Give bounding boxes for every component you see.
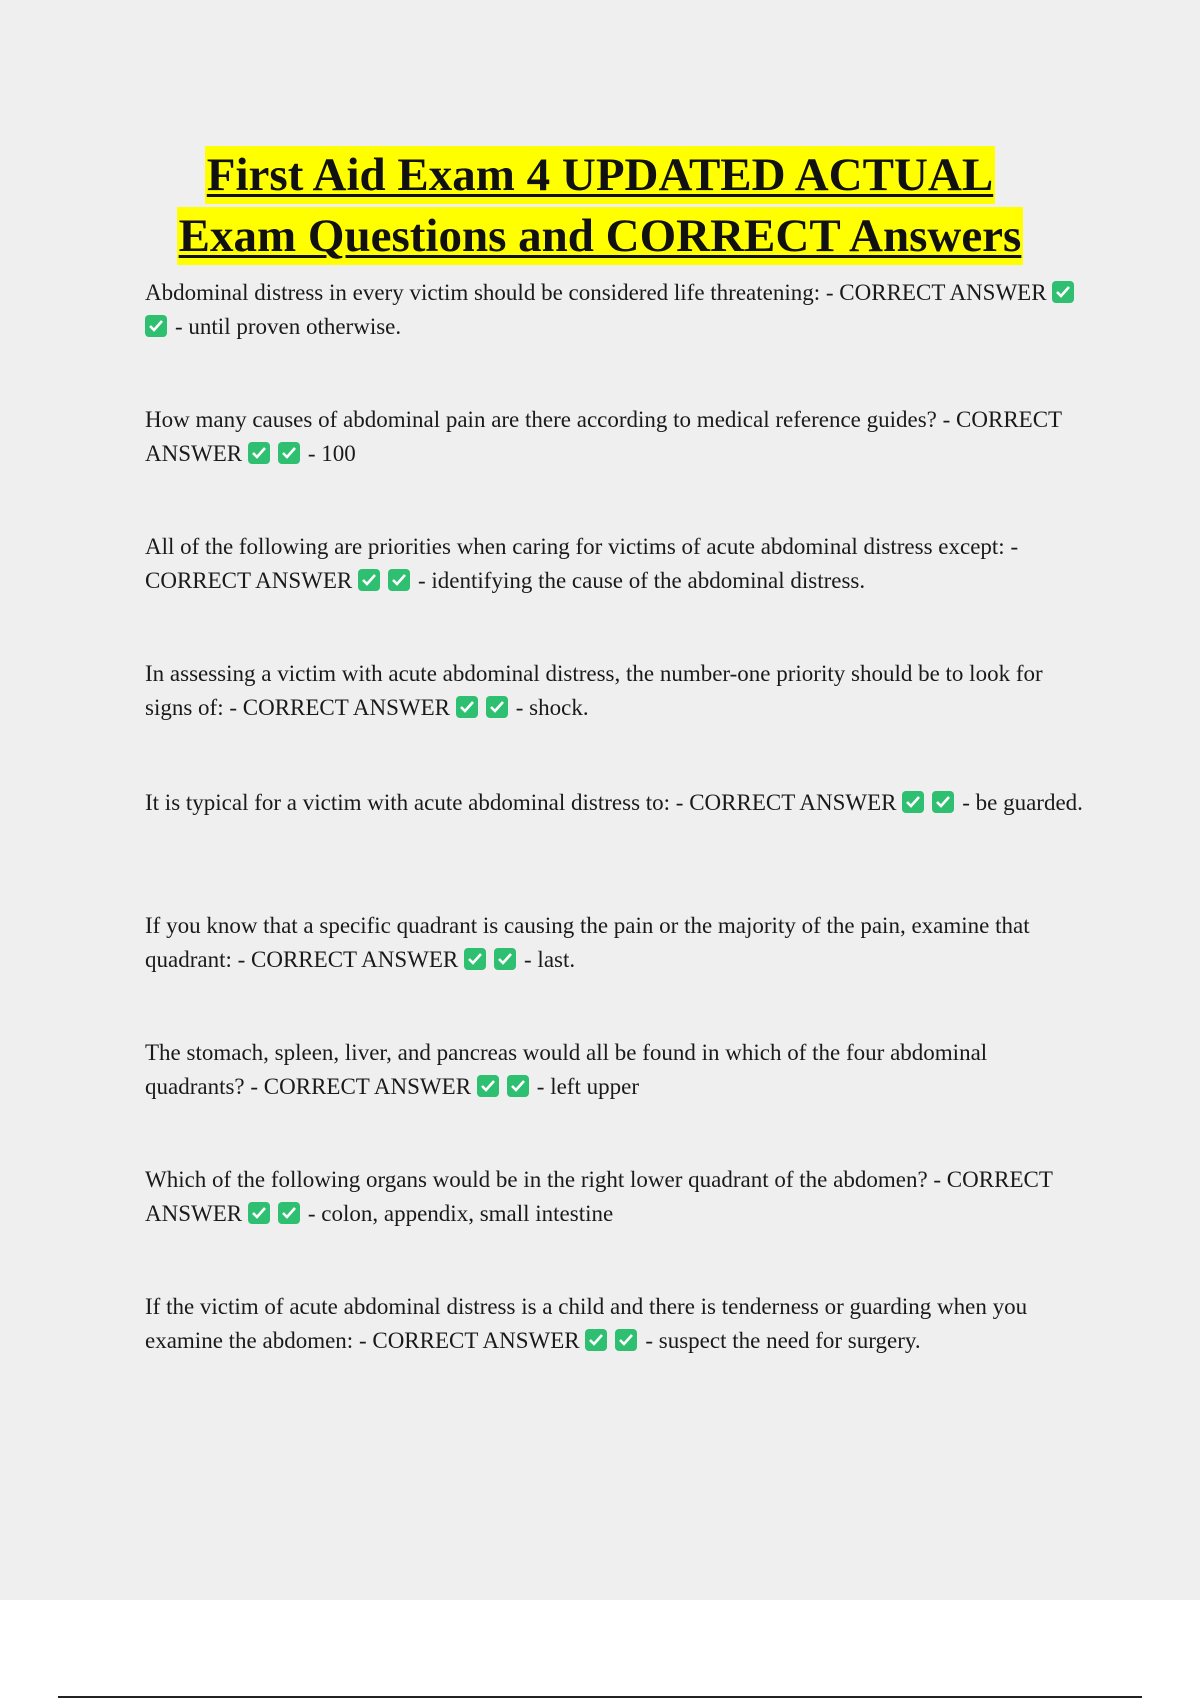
document-title xyxy=(0,146,1200,268)
answer-text: - be guarded. xyxy=(962,790,1083,815)
question-text: It is typical for a victim with acute abdominal distress to: - CORRECT ANSWER xyxy=(145,790,897,815)
check-mark-icon xyxy=(1052,281,1074,303)
question-text: Abdominal distress in every victim should be considered life threatening: - CORRECT ANSWER xyxy=(145,280,1047,305)
question-text: How many causes of abdominal pain are there according to medical reference guides? - CORRECT ANSWER xyxy=(145,407,1062,466)
answer-text: - colon, appendix, small intestine xyxy=(307,1201,614,1226)
qa-item xyxy=(145,403,1085,471)
answer-text: - last. xyxy=(524,947,576,972)
qa-item xyxy=(145,1036,1085,1104)
title-line-1: First Aid Exam 4 UPDATED ACTUAL xyxy=(205,146,995,204)
answer-text: - until proven otherwise. xyxy=(175,314,402,339)
question-text: In assessing a victim with acute abdominal distress, the number-one priority should be to look for signs of: - CORRECT ANSWER xyxy=(145,661,1043,720)
check-mark-icon xyxy=(902,791,924,813)
check-mark-icon xyxy=(464,948,486,970)
check-mark-icon xyxy=(585,1329,607,1351)
qa-item xyxy=(145,530,1085,598)
answer-text: - shock. xyxy=(515,695,589,720)
footer-rule xyxy=(58,1696,1142,1698)
qa-item xyxy=(145,1290,1085,1358)
question-text: If the victim of acute abdominal distress is a child and there is tenderness or guarding when you examine the abdomen: - CORRECT ANSWER xyxy=(145,1294,1028,1353)
check-mark-icon xyxy=(486,696,508,718)
check-mark-icon xyxy=(278,1202,300,1224)
check-mark-icon xyxy=(494,948,516,970)
question-text: Which of the following organs would be in the right lower quadrant of the abdomen? - CORRECT ANSWER xyxy=(145,1167,1053,1226)
check-mark-icon xyxy=(248,442,270,464)
qa-item xyxy=(145,276,1085,344)
answer-text: - 100 xyxy=(307,441,356,466)
check-mark-icon xyxy=(615,1329,637,1351)
question-text: The stomach, spleen, liver, and pancreas would all be found in which of the four abdominal quadrants? - CORRECT ANSWER xyxy=(145,1040,988,1099)
check-mark-icon xyxy=(248,1202,270,1224)
check-mark-icon xyxy=(358,569,380,591)
check-mark-icon xyxy=(456,696,478,718)
qa-item xyxy=(145,909,1085,977)
check-mark-icon xyxy=(477,1075,499,1097)
check-mark-icon xyxy=(388,569,410,591)
answer-text: - left upper xyxy=(536,1074,639,1099)
answer-text: - suspect the need for surgery. xyxy=(645,1328,921,1353)
answer-text: - identifying the cause of the abdominal distress. xyxy=(418,568,866,593)
title-line-2: Exam Questions and CORRECT Answers xyxy=(177,207,1024,265)
qa-item xyxy=(145,786,1085,820)
check-mark-icon xyxy=(507,1075,529,1097)
qa-item xyxy=(145,1163,1085,1231)
qa-item xyxy=(145,657,1085,725)
question-text: If you know that a specific quadrant is causing the pain or the majority of the pain, examine that quadrant: - CORRECT ANSWER xyxy=(145,913,1030,972)
check-mark-icon xyxy=(145,315,167,337)
check-mark-icon xyxy=(278,442,300,464)
check-mark-icon xyxy=(932,791,954,813)
question-text: All of the following are priorities when caring for victims of acute abdominal distress except: - CORRECT ANSWER xyxy=(145,534,1019,593)
